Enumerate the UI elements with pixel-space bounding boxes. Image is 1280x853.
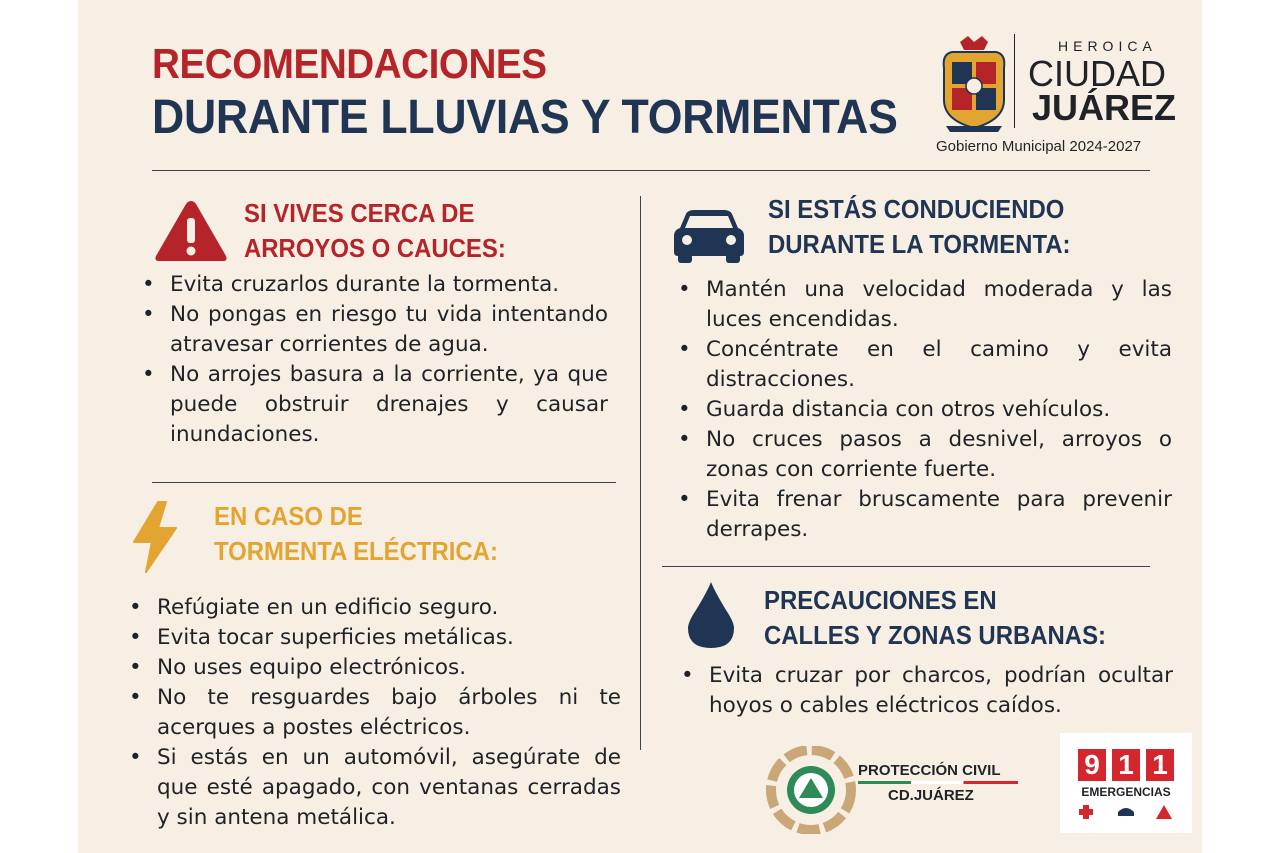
- digit-1b: 1: [1146, 749, 1174, 781]
- logo-government: Gobierno Municipal 2024-2027: [936, 138, 1142, 155]
- logo-juarez: JUÁREZ: [1032, 87, 1177, 128]
- list-item: • Guarda distancia con otros vehículos.: [674, 395, 1172, 425]
- emergencias-911-logo: [1060, 733, 1192, 833]
- digit-9: 9: [1078, 749, 1106, 781]
- digit-1: 1: [1112, 749, 1140, 781]
- logo-divider: [1014, 34, 1015, 128]
- list-item: • No uses equipo electrónicos.: [125, 653, 621, 683]
- arroyos-heading-line1: SI VIVES CERCA DE: [244, 198, 475, 228]
- conduciendo-heading-line2: DURANTE LA TORMENTA:: [768, 229, 1071, 259]
- electrica-list: [125, 593, 621, 833]
- conduciendo-heading-line1: SI ESTÁS CONDUCIENDO: [768, 194, 1065, 224]
- arroyos-list: [138, 270, 608, 450]
- coat-of-arms-icon: [938, 34, 1010, 134]
- emergencias-label: EMERGENCIAS: [1081, 785, 1171, 799]
- list-item: • No arrojes basura a la corriente, ya que puede obstruir drenajes y causar inundaciones.: [138, 360, 608, 450]
- list-item: • Refúgiate en un edificio seguro.: [125, 593, 621, 623]
- title-line1: RECOMENDACIONES: [152, 40, 547, 87]
- list-item: • Evita frenar bruscamente para prevenir derrapes.: [674, 485, 1172, 545]
- list-item: • Evita cruzar por charcos, podrían ocultar hoyos o cables eléctricos caídos.: [677, 661, 1173, 721]
- electrica-heading-line2: TORMENTA ELÉCTRICA:: [214, 536, 498, 566]
- list-item: • No te resguardes bajo árboles ni te acerques a postes eléctricos.: [125, 683, 621, 743]
- list-item: • Evita tocar superficies metálicas.: [125, 623, 621, 653]
- arroyos-heading-line2: ARROYOS O CAUCES:: [244, 233, 506, 263]
- logo-heroica: HEROICA: [1058, 38, 1157, 54]
- water-drop-icon: [686, 580, 736, 650]
- emergency-services-icons: [1078, 803, 1174, 821]
- title-divider: [152, 170, 1150, 171]
- car-icon: [672, 208, 746, 264]
- lightning-bolt-icon: [128, 500, 182, 574]
- list-item: • Evita cruzarlos durante la tormenta.: [138, 270, 608, 300]
- list-item: • No pongas en riesgo tu vida intentando atravesar corrientes de agua.: [138, 300, 608, 360]
- list-item: • Concéntrate en el camino y evita distracciones.: [674, 335, 1172, 395]
- proteccion-civil-emblem-icon: [766, 746, 856, 834]
- list-item: • No cruces pasos a desnivel, arroyos o zonas con corriente fuerte.: [674, 425, 1172, 485]
- proteccion-civil-title: PROTECCIÓN CIVIL: [858, 762, 1001, 779]
- list-item: • Si estás en un automóvil, asegúrate de que esté apagado, con ventanas cerradas y sin antena metálica.: [125, 743, 621, 833]
- right-section-divider: [662, 566, 1150, 567]
- calles-list: [677, 661, 1173, 721]
- left-section-divider: [152, 482, 616, 483]
- proteccion-civil-city: CD.JUÁREZ: [888, 787, 974, 804]
- warning-triangle-icon: [153, 198, 229, 264]
- calles-heading-line1: PRECAUCIONES EN: [764, 585, 997, 615]
- conduciendo-list: [674, 275, 1172, 545]
- calles-heading-line2: CALLES Y ZONAS URBANAS:: [764, 620, 1106, 650]
- list-item: • Mantén una velocidad moderada y las luces encendidas.: [674, 275, 1172, 335]
- column-divider: [640, 196, 641, 750]
- electrica-heading-line1: EN CASO DE: [214, 501, 363, 531]
- title-line2: DURANTE LLUVIAS Y TORMENTAS: [152, 91, 898, 144]
- logo-ciudad: CIUDAD: [1028, 53, 1167, 94]
- flag-stripe: [858, 781, 1018, 784]
